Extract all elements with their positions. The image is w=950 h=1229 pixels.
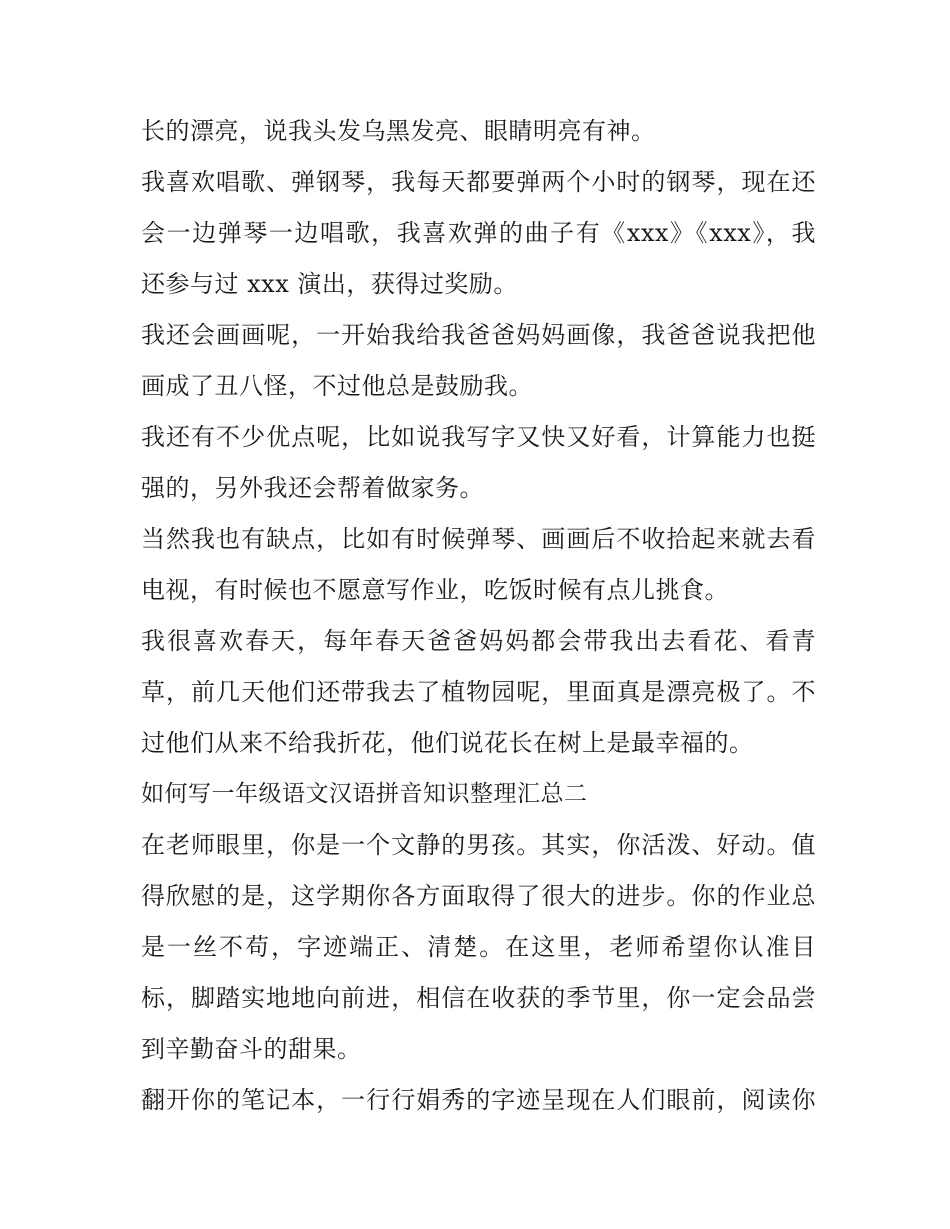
text-line: 我还会画画呢，一开始我给我爸爸妈妈画像，我爸爸说我把他 — [141, 321, 816, 349]
text-line: 还参与过 xxx 演出，获得过奖励。 — [141, 270, 518, 298]
text-line: 长的漂亮，说我头发乌黑发亮、眼睛明亮有神。 — [141, 117, 656, 145]
section-heading: 如何写一年级语文汉语拼音知识整理汇总二 — [141, 781, 588, 807]
text-line: 草，前几天他们还带我去了植物园呢，里面真是漂亮极了。不 — [141, 678, 816, 706]
text-line: 我喜欢唱歌、弹钢琴，我每天都要弹两个小时的钢琴，现在还 — [141, 168, 816, 196]
text-line: 强的，另外我还会帮着做家务。 — [141, 474, 484, 502]
document-body — [141, 106, 816, 1126]
text-line: 我很喜欢春天，每年春天爸爸妈妈都会带我出去看花、看青 — [141, 627, 816, 655]
text-line: 会一边弹琴一边唱歌，我喜欢弹的曲子有《xxx》《xxx》，我 — [141, 219, 816, 247]
text-line: 在老师眼里，你是一个文静的男孩。其实，你活泼、好动。值 — [141, 831, 816, 859]
text-line: 是一丝不苟，字迹端正、清楚。在这里，老师希望你认准目 — [141, 933, 816, 961]
text-line: 画成了丑八怪，不过他总是鼓励我。 — [141, 372, 533, 400]
text-line: 标，脚踏实地地向前进，相信在收获的季节里，你一定会品尝 — [141, 984, 816, 1012]
text-line: 得欣慰的是，这学期你各方面取得了很大的进步。你的作业总 — [141, 882, 816, 910]
text-line: 到辛勤奋斗的甜果。 — [141, 1035, 362, 1063]
text-line: 我还有不少优点呢，比如说我写字又快又好看，计算能力也挺 — [141, 423, 816, 451]
text-line: 当然我也有缺点，比如有时候弹琴、画画后不收拾起来就去看 — [141, 525, 816, 553]
text-line: 电视，有时候也不愿意写作业，吃饭时候有点儿挑食。 — [141, 576, 729, 604]
text-line: 过他们从来不给我折花，他们说花长在树上是最幸福的。 — [141, 729, 754, 757]
text-line: 翻开你的笔记本，一行行娟秀的字迹呈现在人们眼前，阅读你 — [141, 1086, 816, 1114]
